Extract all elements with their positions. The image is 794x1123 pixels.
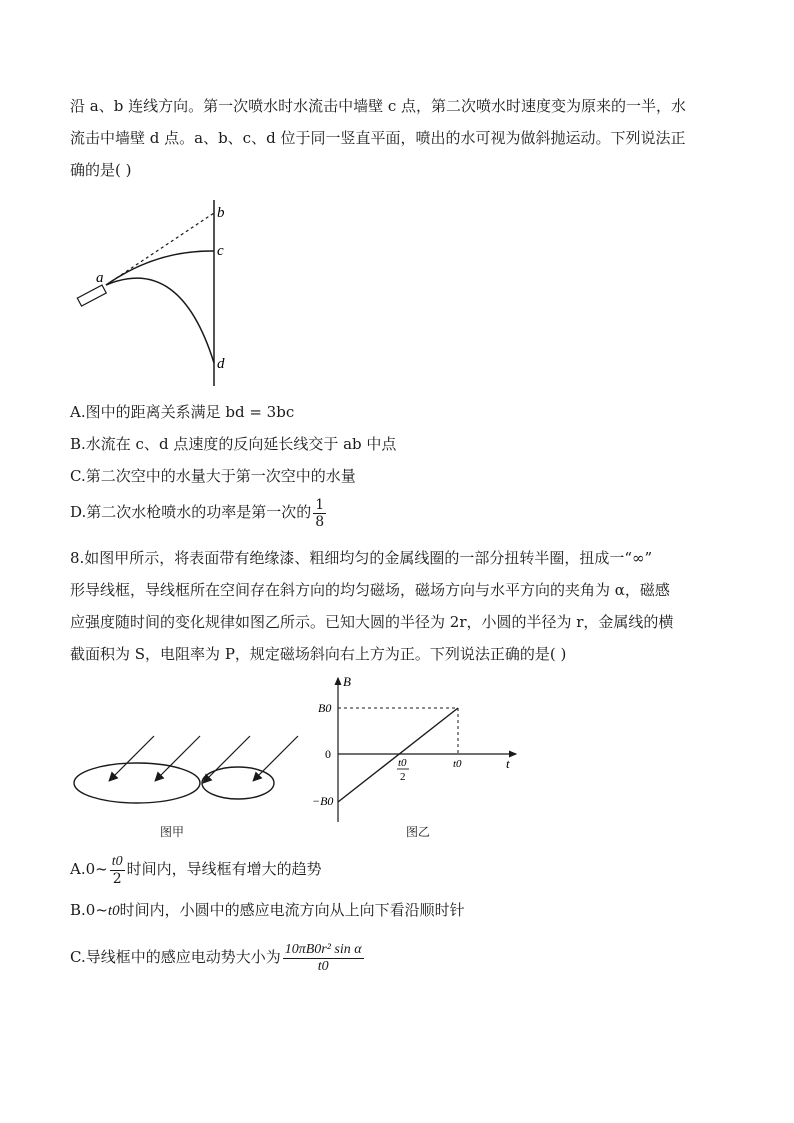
q8-option-b-t0: t0	[107, 903, 120, 919]
q7-option-a: A.图中的距离关系满足 bd = 3bc	[70, 403, 295, 421]
fraction-numerator: 10πB0r² sin α	[284, 941, 362, 957]
field-arrow-3	[204, 736, 250, 782]
y-axis-label: B	[343, 674, 351, 689]
q8-option-c-fraction	[283, 942, 364, 975]
x-tick-t0: t0	[453, 758, 462, 770]
label-d: d	[217, 356, 225, 372]
q7-option-d-fraction	[313, 497, 326, 530]
fraction-denominator: 2	[112, 870, 122, 887]
q7-option-d	[70, 496, 328, 530]
q7-trajectory-figure	[70, 196, 250, 392]
fig-jia-caption: 图甲	[160, 825, 185, 839]
q7-stem-line-3: 确的是( )	[70, 161, 132, 179]
fraction-denominator: t0	[317, 958, 329, 974]
label-c: c	[217, 243, 224, 259]
q8-figure-jia	[70, 730, 310, 840]
q8-stem-line-2: 形导线框，导线框所在空间存在斜方向的均匀磁场，磁场方向与水平方向的夹角为 α，磁感	[70, 581, 670, 599]
q8-option-a-text: 时间内，导线框有增大的趋势	[126, 860, 322, 878]
q7-option-c: C.第二次空中的水量大于第一次空中的水量	[70, 467, 356, 485]
q8-option-a-prefix: A.0~	[70, 860, 108, 878]
x-axis-label: t	[506, 756, 510, 771]
q7-stem-line-2: 流击中墙壁 d 点。a、b、c、d 位于同一竖直平面，喷出的水可视为做斜抛运动。下列说法正	[70, 129, 686, 147]
q8-option-c-prefix: C.导线框中的感应电动势大小为	[70, 948, 281, 966]
water-gun-nozzle	[77, 285, 106, 306]
y-tick-neg-b0: −B0	[312, 794, 334, 808]
field-arrow-1	[110, 736, 154, 780]
q8-stem-line-1: 8.如图甲所示，将表面带有绝缘漆、粗细均匀的金属线圈的一部分扭转半圈，扭成一“∞”	[70, 549, 653, 567]
x-tick-half-denominator: 2	[400, 771, 406, 783]
small-loop	[202, 767, 274, 799]
b-versus-t-line	[338, 708, 458, 802]
q7-option-d-text: D.第二次水枪喷水的功率是第一次的	[70, 503, 312, 521]
q8-stem-line-4: 截面积为 S，电阻率为 P，规定磁场斜向右上方为正。下列说法正确的是( )	[70, 645, 567, 663]
x-tick-half-numerator: t0	[398, 757, 407, 769]
q8-option-b-text: 时间内，小圆中的感应电流方向从上向下看沿顺时针	[119, 901, 465, 919]
fraction-denominator: 8	[315, 513, 325, 530]
q8-stem-line-3: 应强度随时间的变化规律如图乙所示。已知大圆的半径为 2r，小圆的半径为 r，金属线的横	[70, 613, 674, 631]
q8-option-a	[70, 852, 322, 887]
field-arrow-4	[254, 736, 298, 780]
q8-figure-yi-graph	[306, 668, 524, 828]
fraction-numerator: 1	[315, 496, 325, 513]
q7-stem-line-1: 沿 a、b 连线方向。第一次喷水时水流击中墙壁 c 点，第二次喷水时速度变为原来的一半，水	[70, 97, 687, 115]
y-tick-b0: B0	[318, 701, 332, 715]
q8-option-c	[70, 938, 366, 976]
fraction-numerator: t0	[111, 853, 123, 869]
fig-yi-caption: 图乙	[406, 825, 431, 839]
y-tick-zero: 0	[325, 747, 331, 761]
q8-option-b	[70, 900, 465, 921]
trajectory-to-d	[106, 278, 214, 363]
label-a: a	[96, 270, 104, 286]
label-b: b	[217, 205, 225, 221]
large-loop	[74, 763, 200, 803]
q8-option-b-prefix: B.0~	[70, 901, 108, 919]
q7-option-b: B.水流在 c、d 点速度的反向延长线交于 ab 中点	[70, 435, 397, 453]
q8-option-a-fraction	[110, 854, 125, 887]
